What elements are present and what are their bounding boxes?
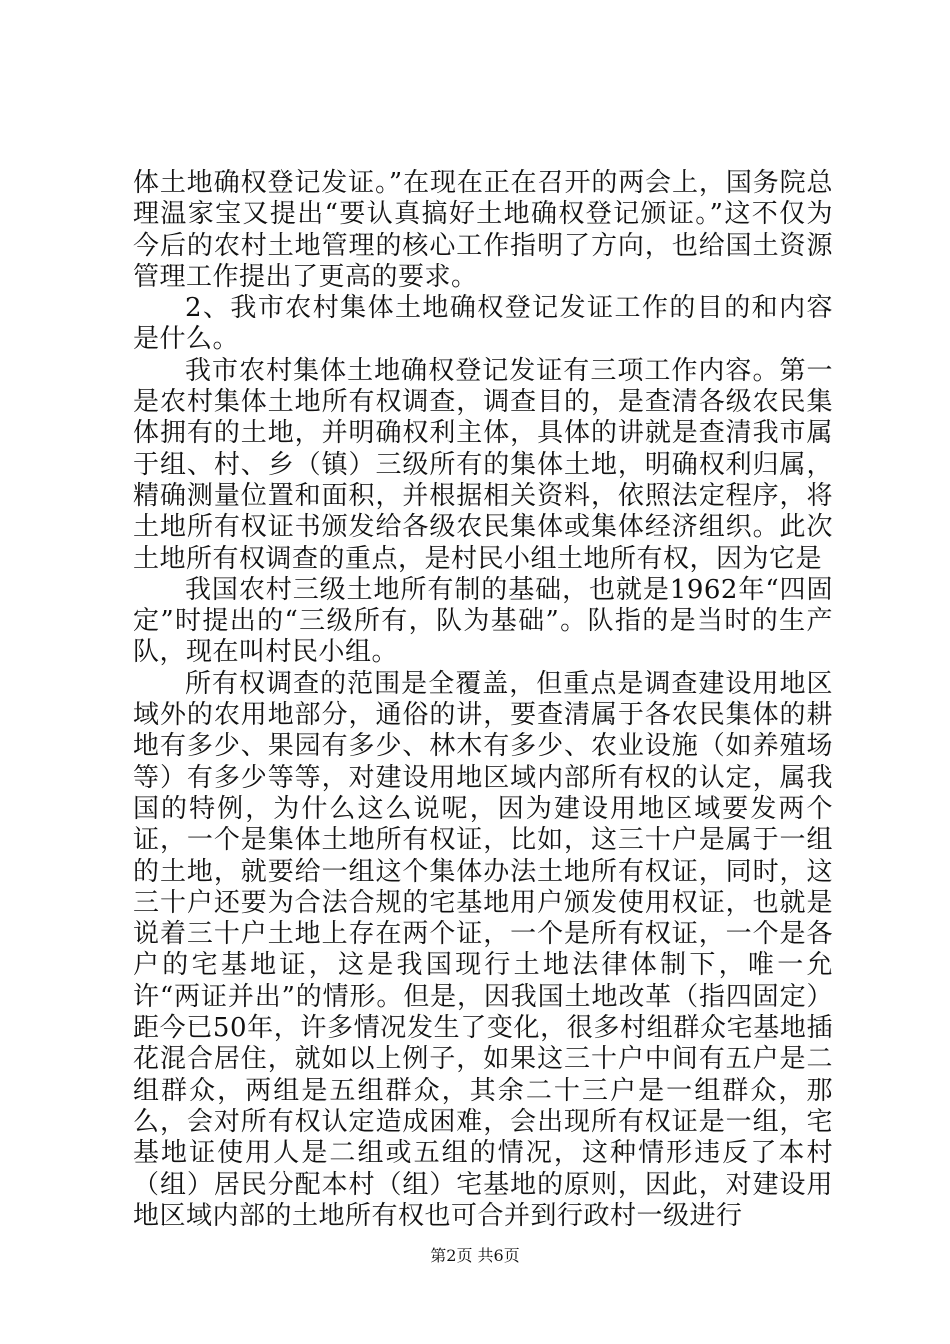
page-number-footer: 第2页 共6页: [430, 1246, 520, 1265]
paragraph-survey-scope: 所有权调查的范围是全覆盖，但重点是调查建设用地区域外的农用地部分，通俗的讲，要查清属于各农民集体的耕地有多少、果园有多少、林木有多少、农业设施（如养殖场等）有多少等等，对建设用地区域内部所有权的认定，属我国的特例，为什么这么说呢，因为建设用地区域要发两个证，一个是集体土地所有权证，比如，这三十户是属于一组的土地，就要给一组这个集体办法土地所有权证，同时，这三十户还要为合法合规的宅基地用户颁发使用权证，也就是说着三十户土地上存在两个证，一个是所有权证，一个是各户的宅基地证，这是我国现行土地法律体制下，唯一允许“两证并出”的情形。但是，因我国土地改革（指四固定）距今已50年，许多情况发生了变化，很多村组群众宅基地插花混合居住，就如以上例子，如果这三十户中间有五户是二组群众，两组是五组群众，其余二十三户是一组群众，那么，会对所有权认定造成困难，会出现所有权证是一组，宅基地证使用人是二组或五组的情况，这种情形违反了本村（组）居民分配本村（组）宅基地的原则，因此，对建设用地区域内部的土地所有权也可合并到行政村一级进行: [133, 668, 833, 1231]
paragraph-continuation: 体土地确权登记发证。”在现在正在召开的两会上，国务院总理温家宝又提出“要认真搞好土地确权登记颁证。”这不仅为今后的农村土地管理的核心工作指明了方向，也给国土资源管理工作提出了更高的要求。: [133, 168, 833, 292]
document-body: [133, 168, 833, 1232]
paragraph-section-heading: 2、我市农村集体土地确权登记发证工作的目的和内容是什么。: [133, 293, 833, 355]
paragraph-ownership-basis: 我国农村三级土地所有制的基础，也就是1962年“四固定”时提出的“三级所有，队为基础”。队指的是当时的生产队，现在叫村民小组。: [133, 574, 833, 668]
paragraph-work-content: 我市农村集体土地确权登记发证有三项工作内容。第一是农村集体土地所有权调查，调查目的，是查清各级农民集体拥有的土地，并明确权利主体，具体的讲就是查清我市属于组、村、乡（镇）三级所有的集体土地，明确权利归属，精确测量位置和面积，并根据相关资料，依照法定程序，将土地所有权证书颁发给各级农民集体或集体经济组织。此次土地所有权调查的重点，是村民小组土地所有权，因为它是: [133, 355, 833, 574]
